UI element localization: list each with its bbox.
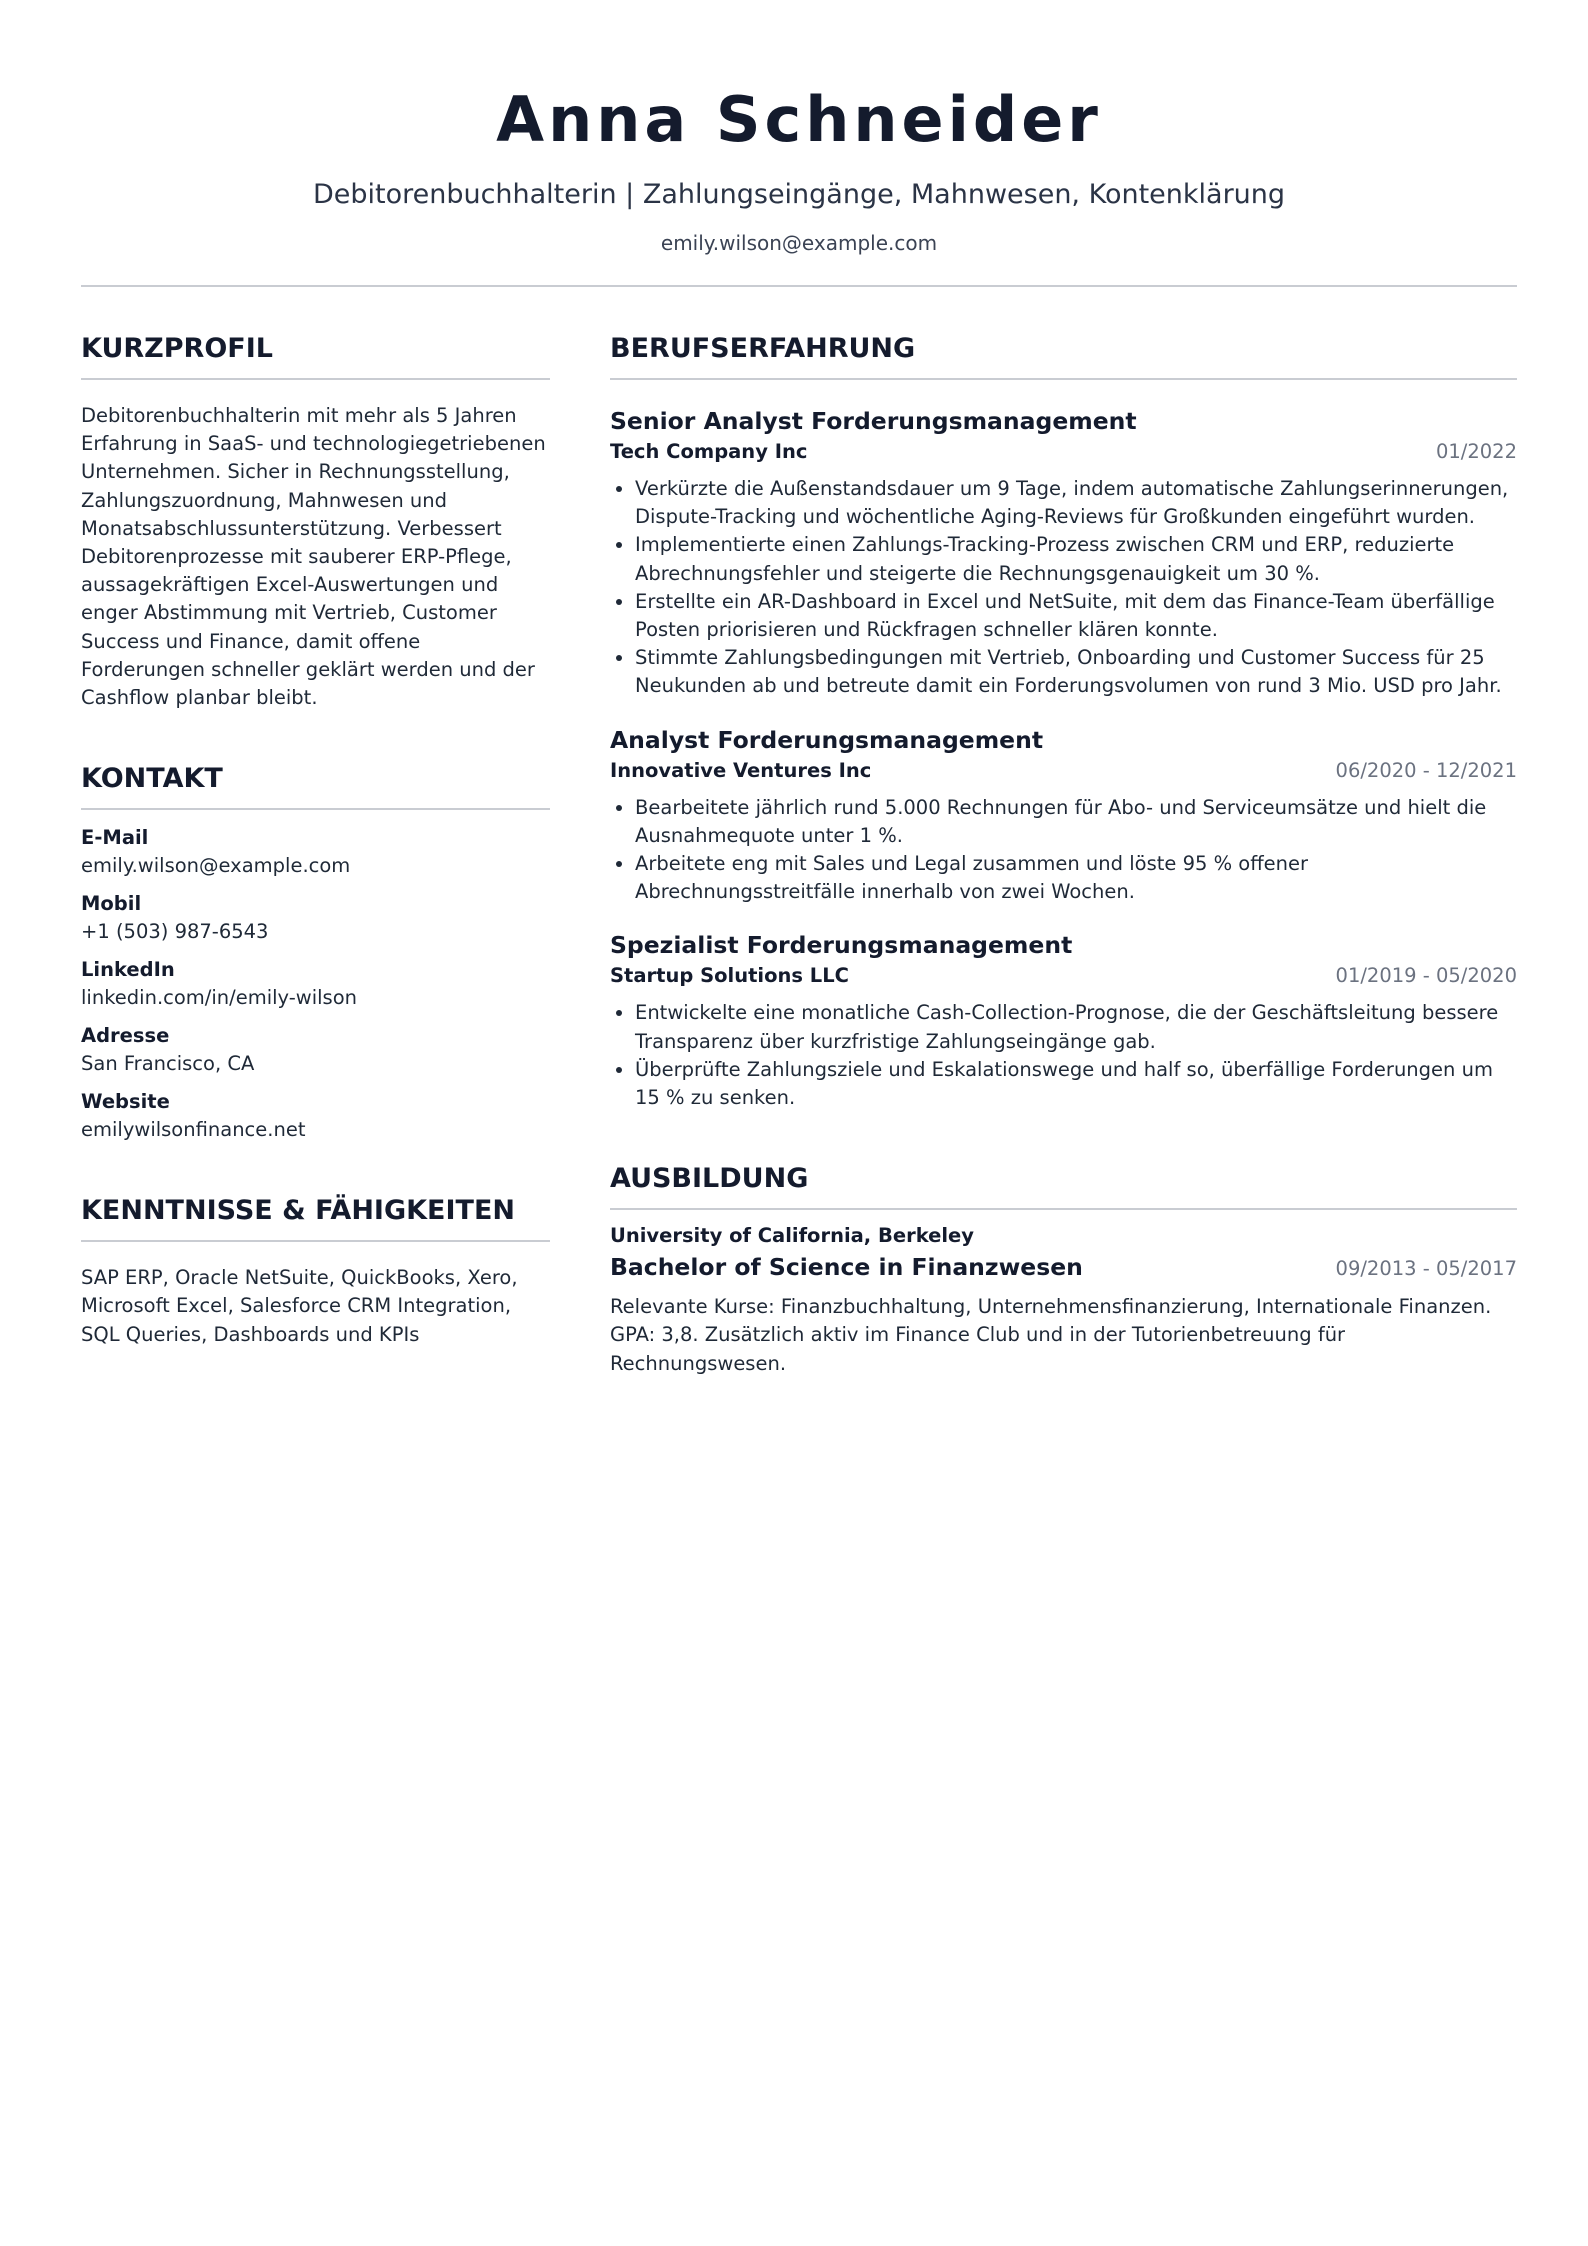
header-divider: [81, 285, 1517, 287]
skills-section: [81, 1194, 550, 1349]
contact-label: Adresse: [81, 1024, 170, 1048]
contact-list: [81, 824, 550, 1144]
experience-title: BERUFSERFAHRUNG: [610, 332, 1517, 380]
right-column: [610, 332, 1517, 1428]
contact-section: [81, 762, 550, 1144]
resume-header: [81, 0, 1517, 287]
contact-label: Website: [81, 1090, 170, 1114]
contact-item-address: [81, 1022, 550, 1078]
contact-email-value: emily.wilson@example.com: [81, 854, 351, 878]
contact-linkedin-value: linkedin.com/in/emily-wilson: [81, 986, 357, 1010]
job-bullets: [610, 794, 1517, 907]
contact-title: KONTAKT: [81, 762, 550, 810]
contact-label: Mobil: [81, 892, 142, 916]
contact-item-linkedin: [81, 956, 550, 1012]
job-bullets: [610, 475, 1517, 701]
job-company: Tech Company Inc: [610, 440, 808, 463]
education-degree: Bachelor of Science in Finanzwesen: [610, 1253, 1083, 1282]
profile-title: KURZPROFIL: [81, 332, 550, 380]
job-meta: [610, 962, 1517, 990]
resume-columns: [81, 332, 1517, 1428]
job-entry: [610, 930, 1517, 1112]
job-dates: 01/2019 - 05/2020: [1335, 964, 1517, 988]
contact-label: E-Mail: [81, 826, 149, 850]
job-meta: [610, 438, 1517, 466]
job-bullet: • Erstellte ein AR-Dashboard in Excel und NetSuite, mit dem das Finance-Team überfällige Posten priorisieren und Rückfragen schneller klären konnte.: [635, 588, 1517, 644]
contact-item-website: [81, 1088, 550, 1144]
candidate-name: Anna Schneider: [496, 83, 1102, 156]
job-bullet: • Arbeitete eng mit Sales und Legal zusammen und löste 95 % offener Abrechnungsstreitfälle innerhalb von zwei Wochen.: [635, 850, 1517, 906]
header-email: emily.wilson@example.com: [660, 231, 938, 255]
profile-section: [81, 332, 550, 712]
job-company: Innovative Ventures Inc: [610, 758, 872, 782]
job-bullet: • Entwickelte eine monatliche Cash-Collection-Prognose, die der Geschäftsleitung bessere Transparenz über kurzfristige Zahlungseingänge gab.: [635, 999, 1517, 1055]
profile-text: Debitorenbuchhalterin mit mehr als 5 Jahren Erfahrung in SaaS- und technologiegetriebenen Unternehmen. Sicher in Rechnungsstellung, Zahlungszuordnung, Mahnwesen und Monatsabschlussunterstützung. Verbessert Debitorenprozesse mit sauberer ERP-Pflege, aussagekräftigen Excel-Auswertungen und enger Abstimmung mit Vertrieb, Customer Success und Finance, damit offene Forderungen schneller geklärt werden und der Cashflow planbar bleibt.: [81, 404, 546, 710]
job-dates: 06/2020 - 12/2021: [1335, 758, 1517, 782]
job-dates: 01/2022: [1435, 440, 1517, 463]
education-school: University of California, Berkeley: [610, 1224, 974, 1248]
job-entry: [610, 406, 1517, 701]
experience-section: [610, 332, 1517, 1112]
contact-item-email: [81, 824, 550, 880]
job-bullets: [610, 999, 1517, 1112]
candidate-headline: Debitorenbuchhalterin | Zahlungseingänge, Mahnwesen, Kontenklärung: [312, 179, 1286, 210]
contact-mobile-value: +1 (503) 987-6543: [81, 920, 269, 944]
resume-page: [81, 0, 1517, 1428]
job-bullet: • Stimmte Zahlungsbedingungen mit Vertrieb, Onboarding und Customer Success für 25 Neukunden ab und betreute damit ein Forderungsvolumen von rund 3 Mio. USD pro Jahr.: [635, 644, 1517, 700]
contact-address-value: San Francisco, CA: [81, 1052, 255, 1076]
job-title: Senior Analyst Forderungsmanagement: [610, 407, 1137, 435]
job-title: Spezialist Forderungsmanagement: [610, 931, 1073, 960]
job-bullet: • Verkürzte die Außenstandsdauer um 9 Tage, indem automatische Zahlungserinnerungen, Dispute-Tracking und wöchentliche Aging-Reviews für Großkunden eingeführt wurden.: [635, 475, 1517, 531]
contact-label: LinkedIn: [81, 958, 175, 982]
skills-text: SAP ERP, Oracle NetSuite, QuickBooks, Xero, Microsoft Excel, Salesforce CRM Integration, SQL Queries, Dashboards und KPIs: [81, 1266, 518, 1346]
job-meta: [610, 757, 1517, 785]
job-bullet: • Bearbeitete jährlich rund 5.000 Rechnungen für Abo- und Serviceumsätze und hielt die Ausnahmequote unter 1 %.: [635, 794, 1517, 850]
left-column: [81, 332, 550, 1428]
education-title: AUSBILDUNG: [610, 1162, 1517, 1210]
job-entry: [610, 725, 1517, 907]
education-section: [610, 1162, 1517, 1378]
education-row: [610, 1252, 1517, 1283]
contact-website-value: emilywilsonfinance.net: [81, 1118, 306, 1142]
contact-item-mobile: [81, 890, 550, 946]
job-title: Analyst Forderungsmanagement: [610, 725, 1044, 754]
job-bullet: • Überprüfte Zahlungsziele und Eskalationswege und half so, überfällige Forderungen um 15 % zu senken.: [635, 1056, 1517, 1112]
job-company: Startup Solutions LLC: [610, 964, 849, 988]
skills-title: KENNTNISSE & FÄHIGKEITEN: [81, 1194, 550, 1242]
education-dates: 09/2013 - 05/2017: [1335, 1257, 1517, 1281]
education-text: Relevante Kurse: Finanzbuchhaltung, Unternehmensfinanzierung, Internationale Finanzen. GPA: 3,8. Zusätzlich aktiv im Finance Club und in der Tutorienbetreuung für Rechnungswesen.: [610, 1295, 1492, 1375]
job-bullet: • Implementierte einen Zahlungs-Tracking-Prozess zwischen CRM und ERP, reduzierte Abrechnungsfehler und steigerte die Rechnungsgenauigkeit um 30 %.: [635, 531, 1517, 587]
